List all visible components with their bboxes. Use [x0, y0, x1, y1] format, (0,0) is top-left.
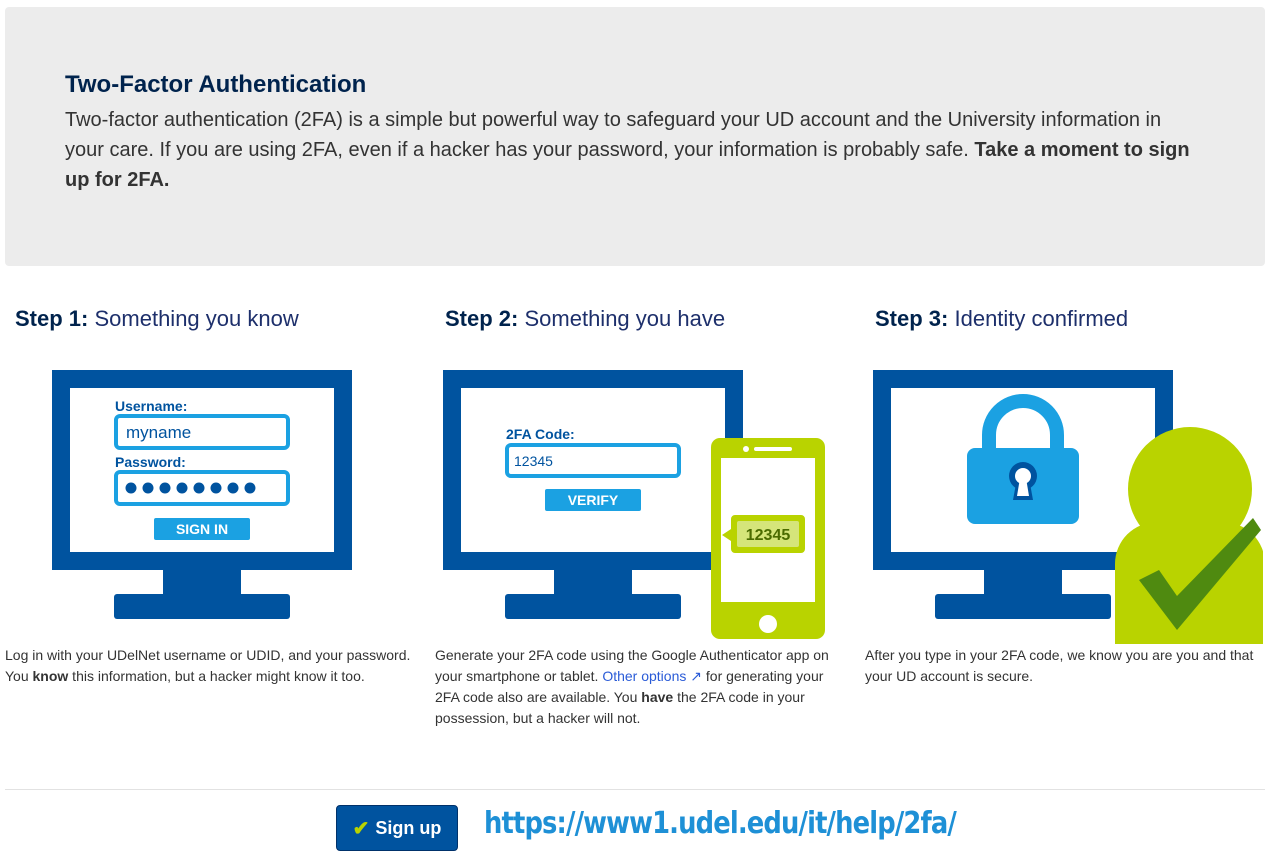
step-1-label: Step 1: — [15, 306, 89, 331]
page-title: Two-Factor Authentication — [65, 71, 367, 98]
step-1-desc-text-2: this information, but a hacker might know it too. — [68, 668, 365, 684]
step-2-title — [445, 306, 725, 332]
step-2-label: Step 2: — [445, 306, 519, 331]
code-value: 12345 — [514, 453, 553, 469]
step-3-illustration — [871, 368, 1263, 644]
external-link-icon[interactable]: ↗ — [690, 668, 702, 684]
step-1-desc-text: Log in with your UDelNet username or UDID, and your password. You — [5, 647, 411, 684]
step-2-description — [435, 645, 845, 729]
step-3-label: Step 3: — [875, 306, 949, 331]
sign-up-label: Sign up — [375, 817, 442, 838]
step-1-description — [5, 645, 415, 687]
intro-panel — [5, 7, 1265, 266]
password-label: Password: — [115, 454, 186, 470]
step-1-title — [15, 306, 299, 332]
step-1-illustration — [50, 368, 356, 623]
sign-in-label: SIGN IN — [175, 521, 229, 537]
other-options-link[interactable]: Other options — [602, 668, 687, 684]
check-icon: ✔ — [352, 817, 370, 840]
help-url-link[interactable]: https://www1.udel.edu/it/help/2fa/ — [484, 806, 956, 841]
step-2-illustration — [441, 368, 831, 643]
step-2-desc-text-3: the 2FA code in your possession, but a hacker will not. — [435, 689, 805, 726]
verify-label: VERIFY — [567, 492, 619, 508]
phone-code: 12345 — [745, 527, 791, 544]
username-label: Username: — [115, 398, 188, 414]
step-2-heading: Something you have — [524, 306, 726, 331]
divider — [5, 789, 1265, 790]
sign-up-button[interactable] — [336, 805, 458, 851]
step-2-desc-text-2: for generating your 2FA code also are available. You — [435, 668, 824, 705]
username-value: myname — [126, 423, 192, 442]
step-3-description — [865, 645, 1269, 687]
step-3-heading: Identity confirmed — [954, 306, 1129, 331]
step-3-desc-text: After you type in your 2FA code, we know you are you and that your UD account is secure. — [865, 647, 1254, 684]
step-2-desc-bold: have — [641, 689, 674, 705]
intro-text — [65, 105, 1205, 195]
step-2-desc-text: Generate your 2FA code using the Google Authenticator app on your smartphone or tablet. — [435, 647, 829, 684]
step-1-desc-bold: know — [32, 668, 69, 684]
intro-emphasis: Take a moment to sign up for 2FA. — [65, 139, 1190, 191]
intro-body: Two-factor authentication (2FA) is a simple but powerful way to safeguard your UD account and the University information in your care. If you are using 2FA, even if a hacker has your password, your information is probably safe. — [65, 109, 1162, 161]
step-1-heading: Something you know — [94, 306, 299, 331]
code-label: 2FA Code: — [506, 426, 575, 442]
step-3-title — [875, 306, 1128, 332]
